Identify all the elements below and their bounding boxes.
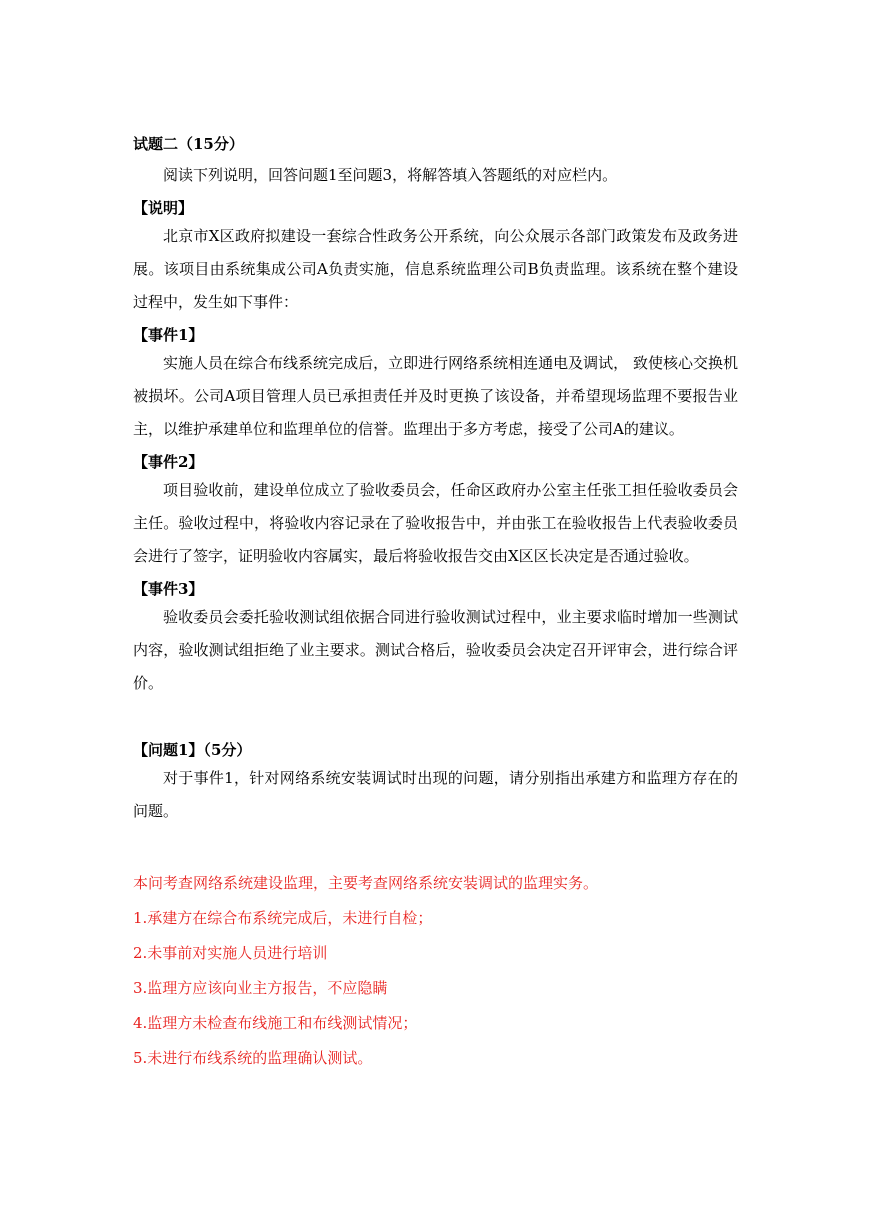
- description-text: 北京市X区政府拟建设一套综合性政务公开系统，向公众展示各部门政策发布及政务进展。该项目由系统集成公司A负责实施，信息系统监理公司B负责监理。该系统在整个建设过程中，发生如下事件：: [133, 227, 738, 311]
- answer-line: 4.监理方未检查布线施工和布线测试情况；: [133, 1014, 418, 1032]
- answer-line: 3.监理方应该向业主方报告，不应隐瞒: [133, 979, 388, 997]
- answer-line: 1.承建方在综合布系统完成后，未进行自检；: [133, 909, 433, 927]
- question-1-heading: 【问题1】（5分）: [133, 741, 252, 759]
- question-1-text: 对于事件1，针对网络系统安装调试时出现的问题，请分别指出承建方和监理方存在的问题。: [133, 769, 738, 820]
- instruction-text: 阅读下列说明，回答问题1至问题3，将解答填入答题纸的对应栏内。: [163, 166, 618, 184]
- exam-question-title: 试题二（15分）: [133, 135, 244, 153]
- event-2-heading: 【事件2】: [133, 453, 204, 471]
- answer-line: 本问考查网络系统建设监理，主要考查网络系统安装调试的监理实务。: [133, 874, 599, 892]
- event-1-heading: 【事件1】: [133, 326, 204, 344]
- document-content: [133, 132, 738, 1076]
- event-2-text: 项目验收前，建设单位成立了验收委员会，任命区政府办公室主任张工担任验收委员会主任。验收过程中，将验收内容记录在了验收报告中，并由张工在验收报告上代表验收委员会进行了签字，证明验收内容属实，最后将验收报告交由X区区长决定是否通过验收。: [133, 481, 738, 565]
- answer-line: 2.未事前对实施人员进行培训: [133, 944, 328, 962]
- description-heading: 【说明】: [133, 199, 194, 217]
- event-3-text: 验收委员会委托验收测试组依据合同进行验收测试过程中，业主要求临时增加一些测试内容，验收测试组拒绝了业主要求。测试合格后，验收委员会决定召开评审会，进行综合评价。: [133, 608, 738, 692]
- event-1-text: 实施人员在综合布线系统完成后，立即进行网络系统相连通电及调试， 致使核心交换机被损坏。公司A项目管理人员已承担责任并及时更换了该设备，并希望现场监理不要报告业主，以维护承建单位和监理单位的信誉。监理出于多方考虑，接受了公司A的建议。: [133, 354, 738, 438]
- answer-block: [133, 866, 738, 1076]
- event-3-heading: 【事件3】: [133, 580, 204, 598]
- answer-line: 5.未进行布线系统的监理确认测试。: [133, 1049, 373, 1067]
